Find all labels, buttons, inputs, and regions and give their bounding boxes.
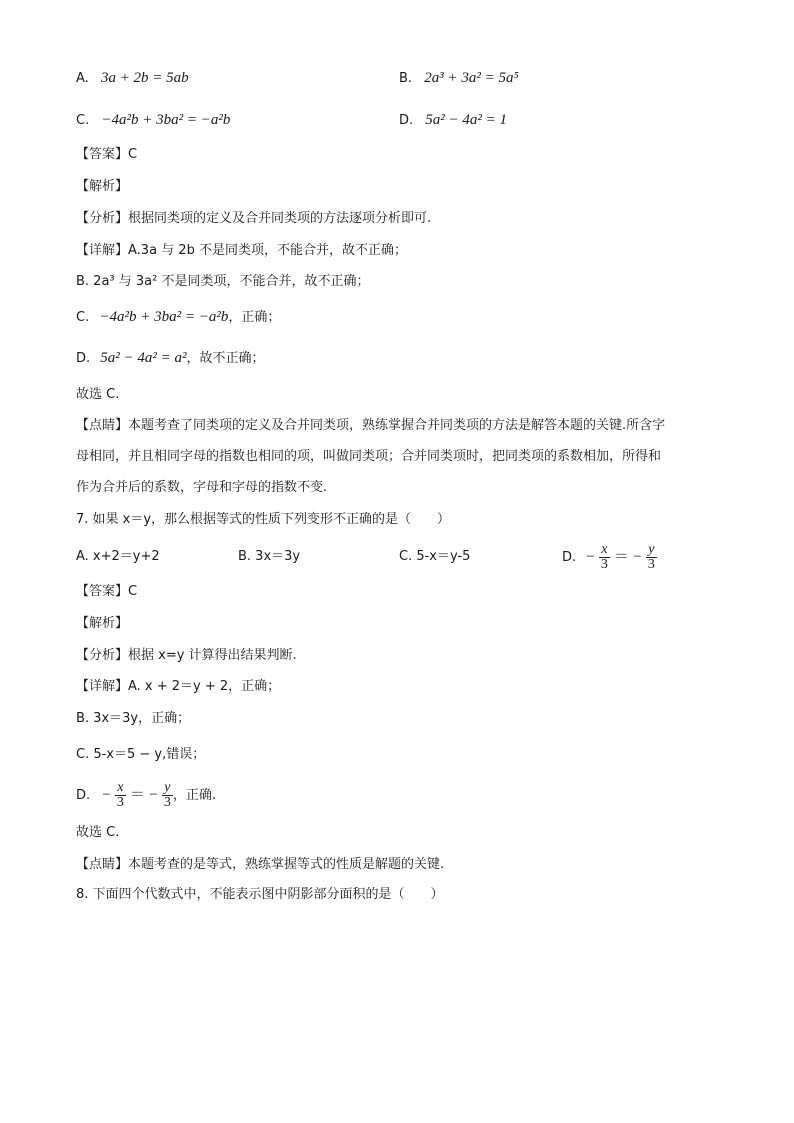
q6-detail-d-tail: ，故不正确； bbox=[186, 351, 265, 366]
q7-detail-d-frac-y bbox=[162, 781, 173, 810]
q7-option-d-frac-y-num: y bbox=[646, 543, 657, 558]
q7-option-d-frac-y-den: 3 bbox=[647, 557, 655, 572]
q7-detail-b: B. 3x＝3y，正确； bbox=[76, 711, 191, 726]
q7-detail-d-equals: ＝ bbox=[130, 787, 146, 803]
q6-fenxi: 【分析】根据同类项的定义及合并同类项的方法逐项分析即可. bbox=[76, 211, 432, 226]
q6-option-b-label: B. bbox=[399, 71, 413, 86]
q7-option-c: C. 5-x＝y-5 bbox=[399, 549, 471, 564]
q6-comment-line2: 母相同，并且相同字母的指数也相同的项，叫做同类项；合并同类项时，把同类项的系数相加，所得和 bbox=[76, 449, 662, 464]
q7-answer: 【答案】C bbox=[76, 584, 138, 599]
q6-option-d-label: D. bbox=[399, 113, 414, 128]
q6-analysis-heading: 【解析】 bbox=[76, 179, 129, 194]
q7-option-d bbox=[562, 538, 657, 577]
q7-comment: 【点睛】本题考查的是等式，熟练掌握等式的性质是解题的关键. bbox=[76, 857, 445, 872]
q6-detail-b: B. 2a³ 与 3a² 不是同类项，不能合并，故不正确； bbox=[76, 274, 370, 289]
q6-option-c-label: C. bbox=[76, 113, 90, 128]
q7-detail-d-tail: ，正确. bbox=[172, 788, 216, 803]
q6-option-c bbox=[76, 111, 230, 130]
q6-choose: 故选 C. bbox=[76, 387, 120, 402]
q7-option-d-equals: ＝ bbox=[614, 549, 630, 565]
q7-detail-d-label: D. bbox=[76, 788, 91, 803]
q7-detail-d bbox=[76, 776, 216, 815]
q7-detail-d-minus1: − bbox=[102, 787, 111, 803]
q8-stem: 8. 下面四个代数式中，不能表示图中阴影部分面积的是（ ） bbox=[76, 887, 444, 902]
q7-option-d-minus2: − bbox=[633, 549, 642, 565]
q6-option-a-label: A. bbox=[76, 71, 89, 86]
q7-detail-d-frac-y-num: y bbox=[162, 781, 173, 796]
q7-option-b: B. 3x＝3y bbox=[238, 549, 301, 564]
q6-detail-d-label: D. bbox=[76, 351, 91, 366]
q6-option-b bbox=[399, 69, 519, 88]
q6-option-d-expr: 5a² − 4a² = 1 bbox=[425, 112, 508, 128]
q7-option-d-minus1: − bbox=[586, 549, 595, 565]
q6-detail-d-expr: 5a² − 4a² = a² bbox=[100, 350, 187, 366]
q6-answer: 【答案】C bbox=[76, 147, 138, 162]
q6-detail-c bbox=[76, 308, 280, 327]
q6-detail-d bbox=[76, 349, 265, 368]
q7-detail-c: C. 5-x＝5 − y,错误； bbox=[76, 747, 206, 762]
q7-analysis-heading: 【解析】 bbox=[76, 616, 129, 631]
q6-detail-c-tail: ，正确； bbox=[228, 310, 281, 325]
q7-fenxi: 【分析】根据 x=y 计算得出结果判断. bbox=[76, 648, 297, 663]
q7-detail-d-frac-x-den: 3 bbox=[116, 795, 124, 810]
q7-stem: 7. 如果 x＝y，那么根据等式的性质下列变形不正确的是（ ） bbox=[76, 512, 451, 527]
q7-option-d-frac-x bbox=[599, 543, 610, 572]
q6-option-c-expr: −4a²b + 3ba² = −a²b bbox=[101, 112, 231, 128]
q7-detail-a: 【详解】A. x + 2＝y + 2，正确； bbox=[76, 679, 281, 694]
q6-detail-c-label: C. bbox=[76, 310, 90, 325]
q6-option-d bbox=[399, 111, 507, 130]
q6-comment-line3: 作为合并后的系数，字母和字母的指数不变. bbox=[76, 480, 328, 495]
q6-detail-c-expr: −4a²b + 3ba² = −a²b bbox=[99, 309, 229, 325]
q7-option-d-frac-x-den: 3 bbox=[600, 557, 608, 572]
q7-detail-d-frac-y-den: 3 bbox=[163, 795, 171, 810]
q7-detail-d-frac-x bbox=[115, 781, 126, 810]
q7-choose: 故选 C. bbox=[76, 825, 120, 840]
q7-detail-d-frac-x-num: x bbox=[115, 781, 126, 796]
q7-detail-d-minus2: − bbox=[149, 787, 158, 803]
q7-option-a: A. x+2＝y+2 bbox=[76, 549, 160, 564]
q6-option-a bbox=[76, 69, 189, 88]
q7-option-d-frac-x-num: x bbox=[599, 543, 610, 558]
q6-option-b-expr: 2a³ + 3a² = 5a⁵ bbox=[424, 70, 519, 86]
q6-detail-a: 【详解】A.3a 与 2b 不是同类项，不能合并，故不正确； bbox=[76, 243, 407, 258]
q7-option-d-frac-y bbox=[646, 543, 657, 572]
q7-option-d-label: D. bbox=[562, 550, 577, 565]
q6-option-a-expr: 3a + 2b = 5ab bbox=[100, 70, 189, 86]
q6-comment-line1: 【点睛】本题考查了同类项的定义及合并同类项，熟练掌握合并同类项的方法是解答本题的关键.所含字 bbox=[76, 418, 666, 433]
